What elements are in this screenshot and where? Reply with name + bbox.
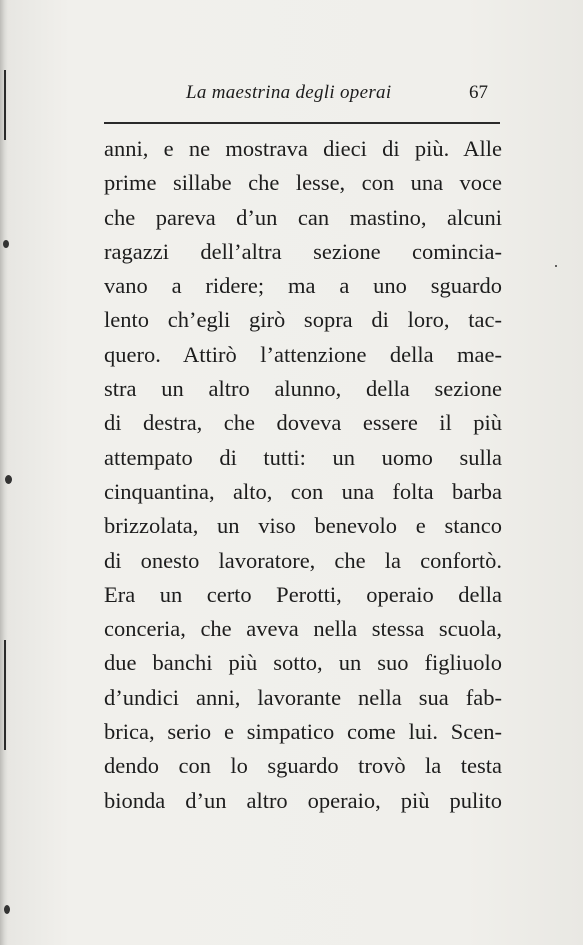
page-edge-shadow <box>0 0 8 945</box>
text-line: vano a ridere; ma a uno sguardo <box>104 273 502 299</box>
text-line: conceria, che aveva nella stessa scuola, <box>104 616 502 642</box>
binding-mark <box>4 70 6 140</box>
text-line: due banchi più sotto, un suo figliuolo <box>104 650 502 676</box>
text-line: stra un altro alunno, della sezione <box>104 376 502 402</box>
header-rule <box>104 122 500 124</box>
ink-speck <box>5 475 12 484</box>
text-line: dendo con lo sguardo trovò la testa <box>104 753 502 779</box>
text-line: bionda d’un altro operaio, più pulito <box>104 787 502 813</box>
text-line: attempato di tutti: un uomo sulla <box>104 444 502 470</box>
text-line: brica, serio e simpatico come lui. Scen- <box>104 719 502 745</box>
ink-speck <box>555 265 557 267</box>
text-line: quero. Attirò l’attenzione della mae- <box>104 341 502 367</box>
text-line: d’undici anni, lavorante nella sua fab- <box>104 684 502 710</box>
text-line: ragazzi dell’altra sezione comincia- <box>104 238 502 264</box>
text-line: lento ch’egli girò sopra di loro, tac- <box>104 307 502 333</box>
body-paragraph <box>104 132 502 818</box>
text-line: brizzolata, un viso benevolo e stanco <box>104 513 502 539</box>
running-title: La maestrina degli operai <box>186 82 392 103</box>
text-line: Era un certo Perotti, operaio della <box>104 581 502 607</box>
text-line: di onesto lavoratore, che la confortò. <box>104 547 502 573</box>
text-line: di destra, che doveva essere il più <box>104 410 502 436</box>
ink-speck <box>4 905 10 914</box>
text-line: che pareva d’un can mastino, alcuni <box>104 204 502 230</box>
text-line: cinquantina, alto, con una folta barba <box>104 478 502 504</box>
page-number: 67 <box>469 82 488 103</box>
ink-speck <box>3 240 9 248</box>
text-line: prime sillabe che lesse, con una voce <box>104 170 502 196</box>
binding-mark <box>4 640 6 750</box>
page-header <box>104 80 488 110</box>
text-line: anni, e ne mostrava dieci di più. Alle <box>104 136 502 161</box>
